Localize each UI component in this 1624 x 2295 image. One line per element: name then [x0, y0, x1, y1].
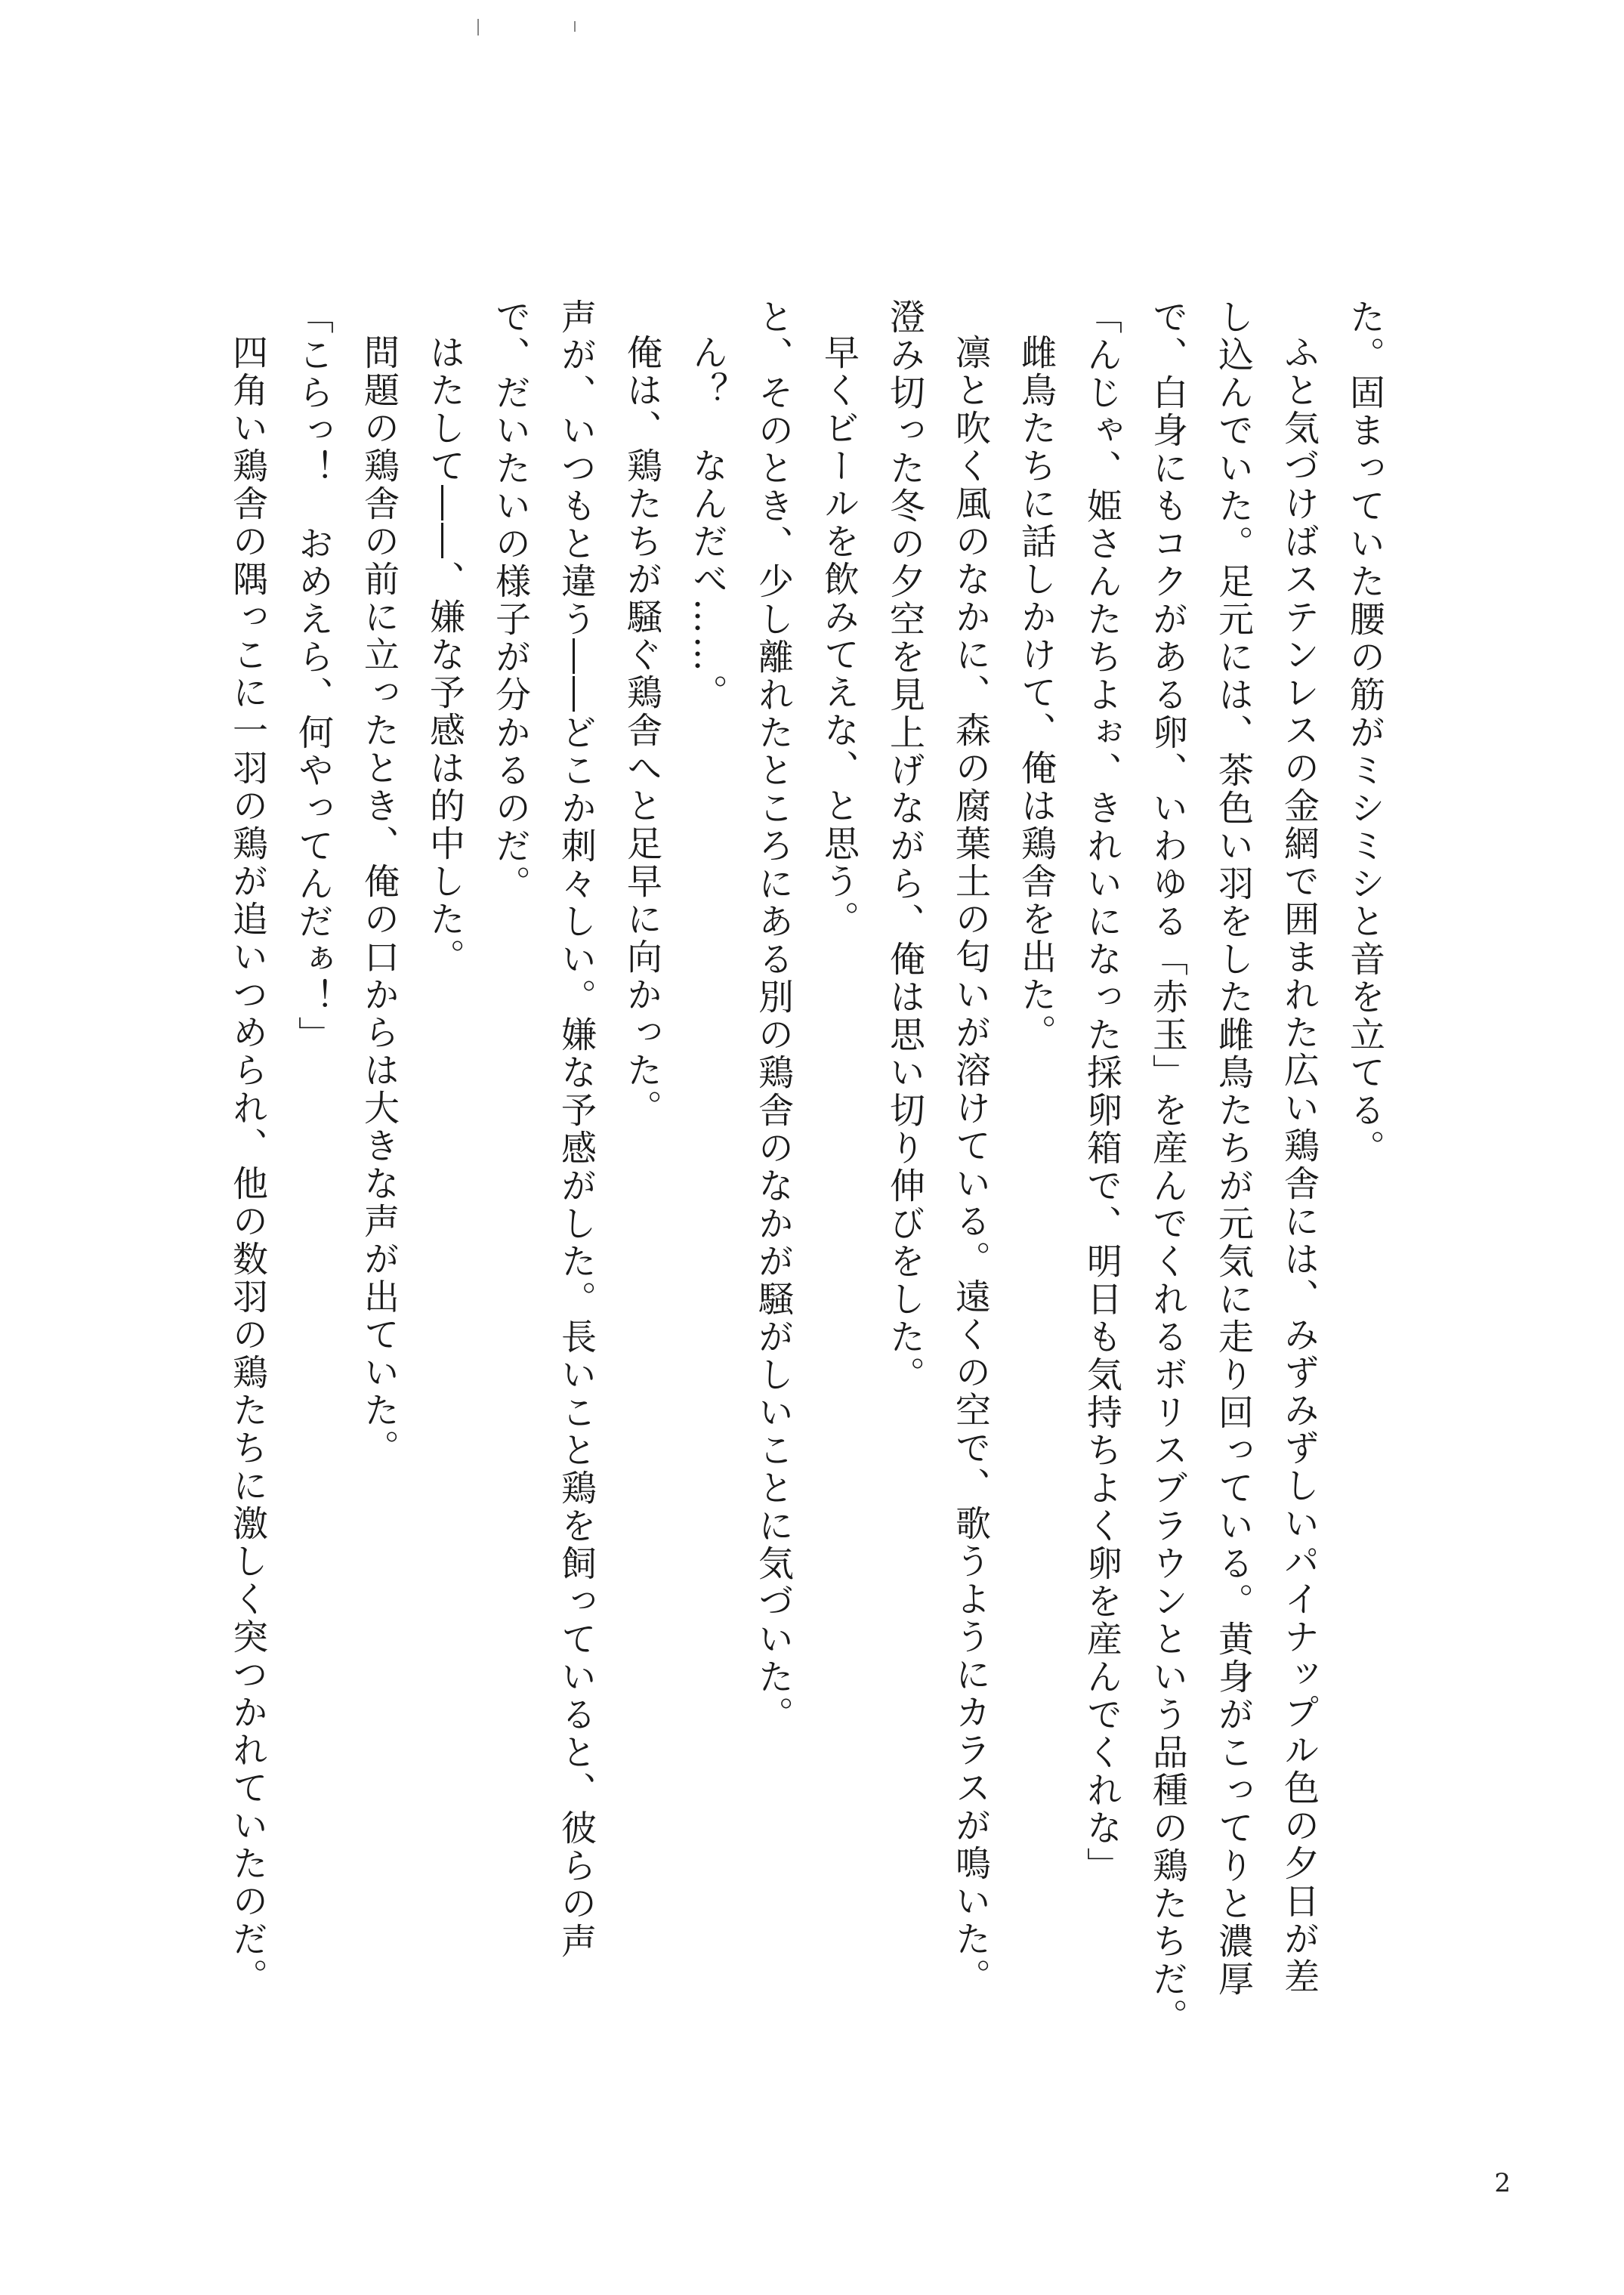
text-line: 「こらっ！ おめえら、何やってんだぁ！」	[292, 298, 334, 1054]
text-line: 問題の鶏舎の前に立ったとき、俺の口からは大きな声が出ていた。	[358, 334, 400, 1467]
text-line: 「んじゃ、姫さんたちよぉ、きれいになった採卵箱で、明日も気持ちよく卵を産んでくれな」	[1081, 298, 1122, 1885]
text-line: 雌鳥たちに話しかけて、俺は鶏舎を出た。	[1015, 334, 1057, 1052]
text-line: 俺は、鶏たちが騒ぐ鶏舎へと足早に向かった。	[621, 334, 662, 1127]
text-line: ん？ なんだべ……。	[687, 334, 728, 712]
text-line: 声が、いつもと違う――どこか刺々しい。嫌な予感がした。長いこと鶏を飼っていると、彼らの声	[555, 298, 597, 1960]
text-line: はたして――、嫌な予感は的中した。	[424, 334, 465, 976]
text-line: と、そのとき、少し離れたところにある別の鶏舎のなかが騒がしいことに気づいた。	[752, 298, 794, 1734]
text-line: 早くビールを飲みてえな、と思う。	[818, 334, 860, 938]
text-line: で、だいたいの様子が分かるのだ。	[489, 298, 531, 903]
text-line: 澄み切った冬の夕空を見上げながら、俺は思い切り伸びをした。	[884, 298, 925, 1394]
vertical-text-body	[215, 298, 1397, 2036]
text-line: た。固まっていた腰の筋がミシミシと音を立てる。	[1344, 298, 1385, 1167]
text-line: ふと気づけばステンレスの金網で囲まれた広い鶏舎には、みずみずしいパイナップル色の夕日が差	[1278, 334, 1320, 1996]
scan-speck	[477, 19, 479, 36]
scan-speck	[574, 21, 576, 32]
text-line: 凛と吹く風のなかに、森の腐葉土の匂いが溶けている。遠くの空で、歌うようにカラスが鳴いた。	[949, 334, 991, 1996]
text-line: し込んでいた。足元には、茶色い羽をした雌鳥たちが元気に走り回っている。黄身がこってりと濃厚	[1212, 298, 1254, 1998]
text-line: で、白身にもコクがある卵、いわゆる「赤玉」を産んでくれるボリスブラウンという品種の鶏たちだ。	[1147, 298, 1188, 2036]
text-line: 四角い鶏舎の隅っこに一羽の鶏が追いつめられ、他の数羽の鶏たちに激しく突つかれていたのだ。	[227, 334, 268, 1996]
page-number: 2	[1494, 2168, 1511, 2198]
